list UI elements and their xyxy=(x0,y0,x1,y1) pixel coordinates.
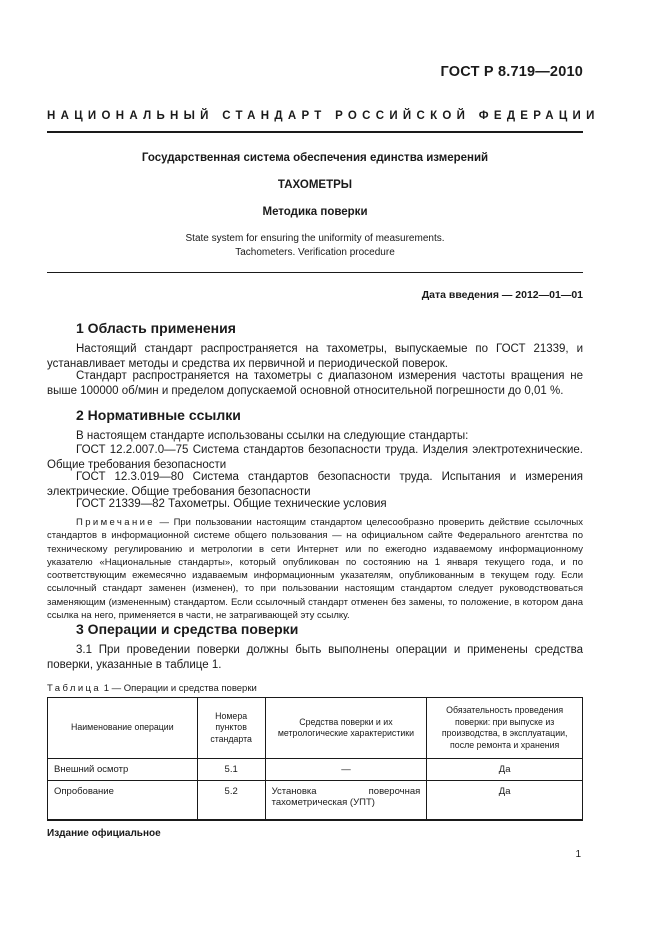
note-label: Примечание xyxy=(76,517,155,528)
section-1-heading: 1 Область применения xyxy=(76,320,236,336)
note-text: — При пользовании настоящим стандартом целесообразно проверить действие ссылочных стандартов в информационной системе общего пользования — на официальном сайте Федерального агентства по техническому регулированию и метрологии в сети Интернет или по ежегодно издаваемому информационному указателю «Национальные стандарты», который опубликован по состоянию на 1 января текущего года, и по соответствующим ежемесячно издаваемым информационным указателям, опубликованным в текущем году. Если ссылочный стандарт заменен (изменен), то при пользовании настоящим стандартом следует руководствоваться заменяющим (измененным) стандартом. Если ссылочный стандарт отменен без замены, то положение, в котором дана ссылка на него, применяется в части, не затрагивающей эту ссылку. xyxy=(47,517,583,622)
title-subject: ТАХОМЕТРЫ xyxy=(277,179,353,191)
page-number: 1 xyxy=(575,849,581,860)
english-title-line1: State system for ensuring the uniformity of measurements. xyxy=(185,233,445,244)
section-2-paragraph-1: В настоящем стандарте использованы ссылки на следующие стандарты: xyxy=(76,430,469,442)
title-system: Государственная система обеспечения единства измерений xyxy=(141,152,489,164)
table-caption-text: 1 — Операции и средства поверки xyxy=(101,683,257,694)
table-cell: Опробование xyxy=(48,781,198,821)
table-cell: — xyxy=(265,759,427,781)
section-1-paragraph-2: Стандарт распространяется на тахометры с диапазоном измерения частоты вращения не выше 100000 об/мин и пределом допускаемой основной относительной погрешности до 0,01 %. xyxy=(47,370,583,397)
table-cell: Установка поверочная тахометрическая (УПТ) xyxy=(265,781,427,821)
table-cell: 5.2 xyxy=(197,781,265,821)
section-1-paragraph-1: Настоящий стандарт распространяется на тахометры, выпускаемые по ГОСТ 21339, и устанавливает методы и средства их первичной и периодической поверок. xyxy=(47,343,583,370)
table-header-row xyxy=(48,698,583,759)
top-rule xyxy=(47,131,583,133)
reference-1: ГОСТ 12.2.007.0—75 Система стандартов безопасности труда. Изделия электротехнические. Общие требования безопасности xyxy=(47,444,583,471)
intro-date: Дата введения — 2012—01—01 xyxy=(421,289,583,301)
reference-2: ГОСТ 12.3.019—80 Система стандартов безопасности труда. Испытания и измерения электрические. Общие требования безопасности xyxy=(47,471,583,498)
section-3-heading: 3 Операции и средства поверки xyxy=(76,621,299,637)
table-cell: Внешний осмотр xyxy=(48,759,198,781)
table-cell: Да xyxy=(427,759,583,781)
footer-rule xyxy=(47,819,583,820)
title-rule xyxy=(47,272,583,273)
table-caption-label: Таблица xyxy=(47,683,102,694)
table-header-cell: Средства поверки и их метрологические характеристики xyxy=(265,698,427,759)
section-2-heading: 2 Нормативные ссылки xyxy=(76,407,241,423)
section-3-paragraph-1: 3.1 При проведении поверки должны быть выполнены операции и применены средства поверки, указанные в таблице 1. xyxy=(47,644,583,671)
table-header-cell: Обязательность проведения поверки: при выпуске из производства, в эксплуатации, после ремонта и хранения xyxy=(427,698,583,759)
table-caption xyxy=(47,683,257,694)
document-id: ГОСТ Р 8.719—2010 xyxy=(440,64,583,80)
title-method: Методика поверки xyxy=(262,206,368,218)
english-title-line2: Tachometers. Verification procedure xyxy=(235,246,395,258)
table-header-cell: Номера пунктов стандарта xyxy=(197,698,265,759)
table-cell: Да xyxy=(427,781,583,821)
edition-label: Издание официальное xyxy=(47,828,161,839)
table-cell: 5.1 xyxy=(197,759,265,781)
table-row xyxy=(48,781,583,821)
note xyxy=(47,516,583,622)
reference-3: ГОСТ 21339—82 Тахометры. Общие технические условия xyxy=(76,498,387,510)
table-row xyxy=(48,759,583,781)
standard-banner: НАЦИОНАЛЬНЫЙ СТАНДАРТ РОССИЙСКОЙ ФЕДЕРАЦИИ xyxy=(47,110,600,122)
table-header-cell: Наименование операции xyxy=(48,698,198,759)
operations-table xyxy=(47,697,583,821)
english-title xyxy=(47,232,583,259)
